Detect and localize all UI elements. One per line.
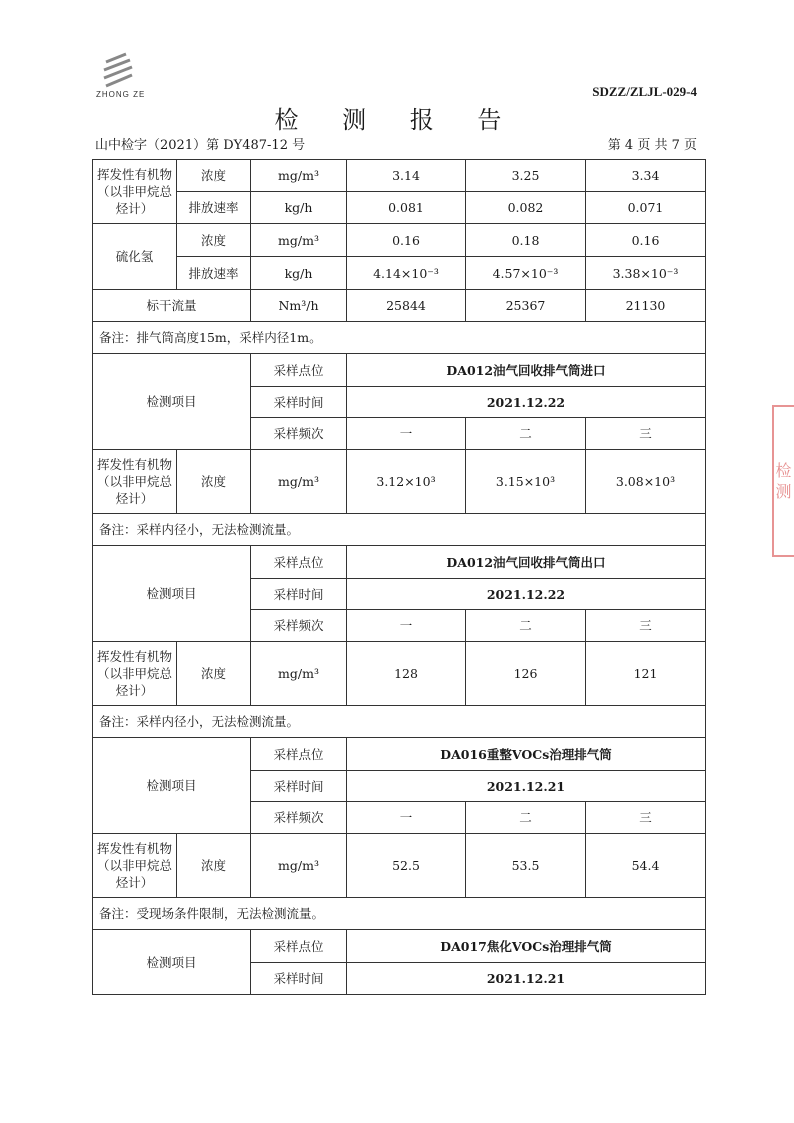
unit-cell: mg/m³ [251, 834, 347, 898]
document-code: SDZZ/ZLJL-029-4 [592, 84, 697, 99]
table-row [93, 546, 706, 579]
value-cell: 21130 [586, 290, 706, 322]
note-cell: 备注：受现场条件限制，无法检测流量。 [93, 898, 706, 930]
freq-cell: 二 [466, 418, 586, 450]
unit-cell: kg/h [251, 257, 347, 290]
table-row [93, 642, 706, 706]
value-cell: 0.081 [347, 192, 466, 224]
table-row [93, 514, 706, 546]
freq-cell: 三 [586, 610, 706, 642]
param-cell: 浓度 [177, 224, 251, 257]
table-row [93, 930, 706, 963]
value-cell: 53.5 [466, 834, 586, 898]
value-cell: 25367 [466, 290, 586, 322]
item-header-cell: 检测项目 [93, 546, 251, 642]
unit-cell: mg/m³ [251, 160, 347, 192]
label-cell: 采样点位 [251, 738, 347, 771]
item-header-cell: 检测项目 [93, 738, 251, 834]
results-table [92, 159, 706, 995]
freq-cell: 二 [466, 802, 586, 834]
param-cell: 浓度 [177, 834, 251, 898]
table-row [93, 898, 706, 930]
label-cell: 采样点位 [251, 354, 347, 387]
param-cell: 浓度 [177, 160, 251, 192]
point-cell: DA016重整VOCs治理排气筒 [347, 738, 706, 771]
time-cell: 2021.12.22 [347, 579, 706, 610]
unit-cell: mg/m³ [251, 450, 347, 514]
point-cell: DA017焦化VOCs治理排气筒 [347, 930, 706, 963]
item-header-cell: 检测项目 [93, 930, 251, 995]
item-header-cell: 检测项目 [93, 354, 251, 450]
page-info: 第 4 页 共 7 页 [607, 138, 697, 153]
table-row [93, 450, 706, 514]
page-title: 检 测 报 告 [274, 106, 520, 134]
note-cell: 备注：排气筒高度15m，采样内径1m。 [93, 322, 706, 354]
table-row [93, 706, 706, 738]
table-row [93, 224, 706, 257]
label-cell: 采样频次 [251, 418, 347, 450]
label-cell: 采样时间 [251, 579, 347, 610]
flow-label-cell: 标干流量 [93, 290, 251, 322]
table-row [93, 160, 706, 192]
logo-text: ZHONG ZE [96, 90, 146, 99]
value-cell: 0.16 [586, 224, 706, 257]
label-cell: 采样频次 [251, 610, 347, 642]
value-cell: 4.57×10⁻³ [466, 257, 586, 290]
value-cell: 121 [586, 642, 706, 706]
param-cell: 浓度 [177, 642, 251, 706]
value-cell: 3.14 [347, 160, 466, 192]
label-cell: 采样时间 [251, 387, 347, 418]
item-cell: 硫化氢 [93, 224, 177, 290]
table-row [93, 834, 706, 898]
unit-cell: mg/m³ [251, 224, 347, 257]
unit-cell: mg/m³ [251, 642, 347, 706]
value-cell: 3.38×10⁻³ [586, 257, 706, 290]
report-number: 山中检字（2021）第 DY487-12 号 [95, 138, 306, 153]
value-cell: 3.34 [586, 160, 706, 192]
unit-cell: Nm³/h [251, 290, 347, 322]
item-cell: 挥发性有机物（以非甲烷总烃计） [93, 834, 177, 898]
note-cell: 备注：采样内径小，无法检测流量。 [93, 514, 706, 546]
freq-cell: 三 [586, 802, 706, 834]
freq-cell: 一 [347, 610, 466, 642]
value-cell: 3.25 [466, 160, 586, 192]
value-cell: 126 [466, 642, 586, 706]
table-row [93, 738, 706, 771]
freq-cell: 一 [347, 802, 466, 834]
freq-cell: 二 [466, 610, 586, 642]
table-row [93, 354, 706, 387]
param-cell: 排放速率 [177, 257, 251, 290]
unit-cell: kg/h [251, 192, 347, 224]
value-cell: 52.5 [347, 834, 466, 898]
table-row [93, 257, 706, 290]
table-row [93, 290, 706, 322]
point-cell: DA012油气回收排气筒进口 [347, 354, 706, 387]
value-cell: 3.15×10³ [466, 450, 586, 514]
value-cell: 54.4 [586, 834, 706, 898]
label-cell: 采样时间 [251, 771, 347, 802]
value-cell: 25844 [347, 290, 466, 322]
label-cell: 采样点位 [251, 546, 347, 579]
value-cell: 0.071 [586, 192, 706, 224]
note-cell: 备注：采样内径小，无法检测流量。 [93, 706, 706, 738]
value-cell: 4.14×10⁻³ [347, 257, 466, 290]
time-cell: 2021.12.21 [347, 963, 706, 995]
point-cell: DA012油气回收排气筒出口 [347, 546, 706, 579]
value-cell: 0.16 [347, 224, 466, 257]
item-cell: 挥发性有机物（以非甲烷总烃计） [93, 642, 177, 706]
value-cell: 3.12×10³ [347, 450, 466, 514]
freq-cell: 三 [586, 418, 706, 450]
label-cell: 采样时间 [251, 963, 347, 995]
time-cell: 2021.12.22 [347, 387, 706, 418]
value-cell: 0.082 [466, 192, 586, 224]
freq-cell: 一 [347, 418, 466, 450]
param-cell: 浓度 [177, 450, 251, 514]
label-cell: 采样点位 [251, 930, 347, 963]
item-cell: 挥发性有机物（以非甲烷总烃计） [93, 160, 177, 224]
table-row [93, 192, 706, 224]
seal-stamp: 检 测 [772, 405, 794, 557]
value-cell: 3.08×10³ [586, 450, 706, 514]
value-cell: 128 [347, 642, 466, 706]
label-cell: 采样频次 [251, 802, 347, 834]
item-cell: 挥发性有机物（以非甲烷总烃计） [93, 450, 177, 514]
value-cell: 0.18 [466, 224, 586, 257]
param-cell: 排放速率 [177, 192, 251, 224]
table-row [93, 322, 706, 354]
time-cell: 2021.12.21 [347, 771, 706, 802]
